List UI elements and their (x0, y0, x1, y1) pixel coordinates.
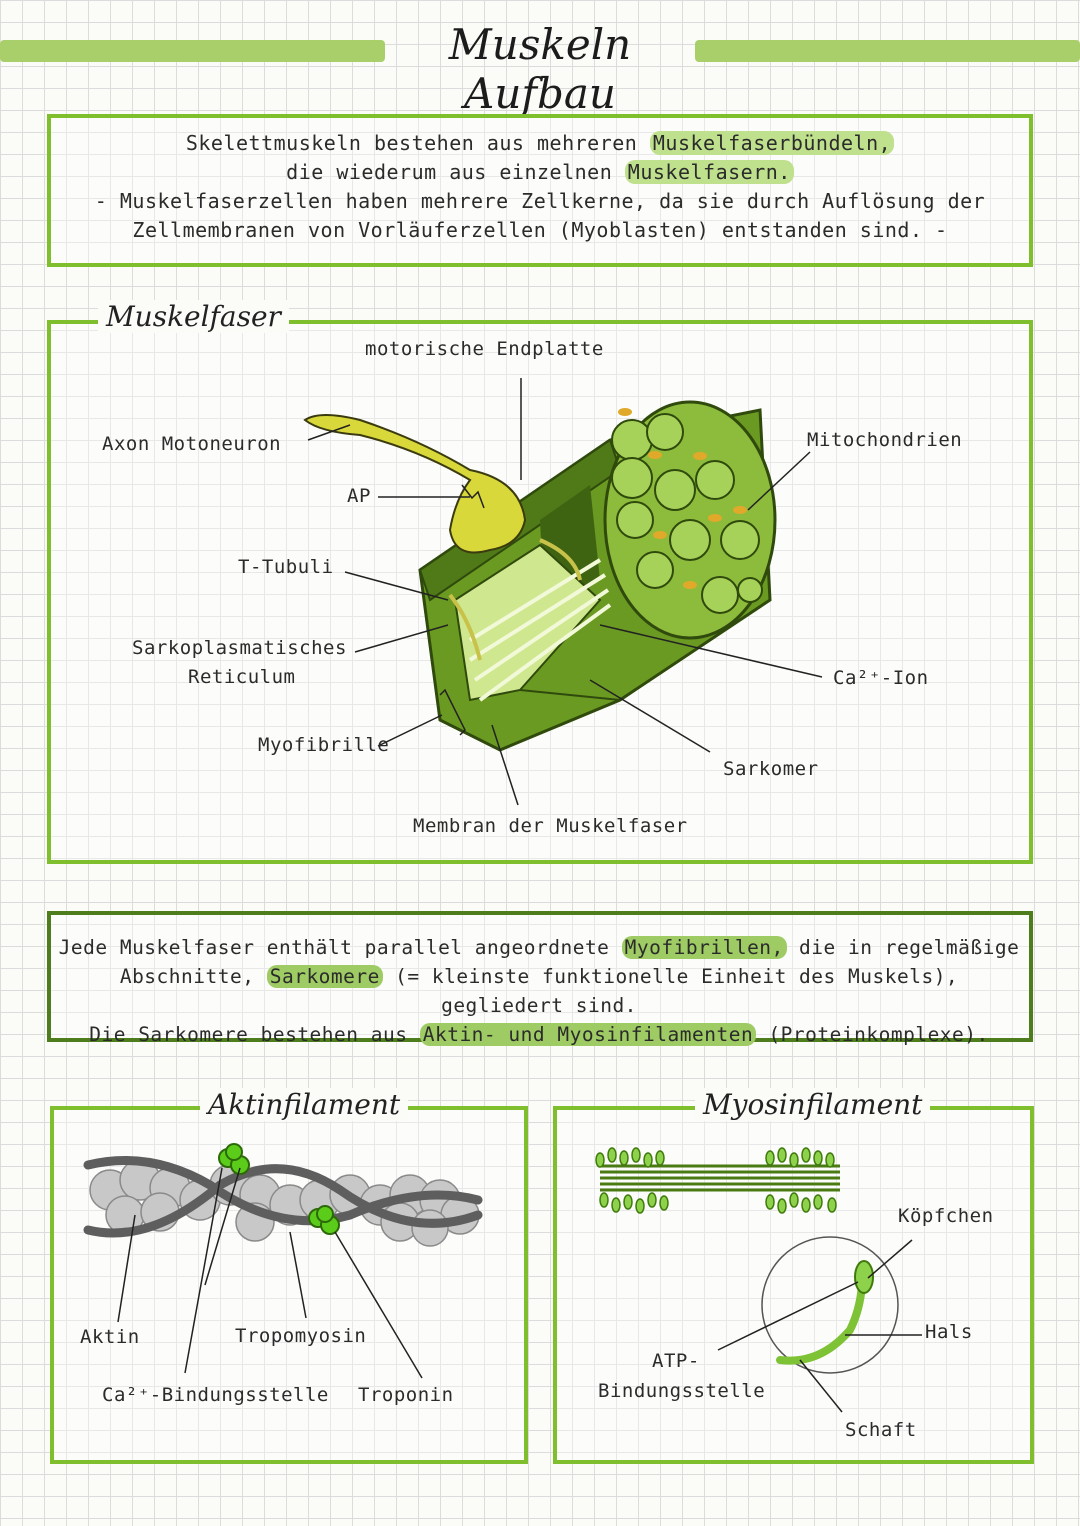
label-sarkomer: Sarkomer (723, 758, 819, 780)
intro-line3: - Muskelfaserzellen haben mehrere Zellkerne, da sie durch Auflösung der (94, 189, 986, 213)
label-atp: ATP- (652, 1350, 700, 1372)
highlight-myofibrillen: Myofibrillen, (622, 936, 787, 959)
label-sarkoplasmatisches: Sarkoplasmatisches (132, 637, 347, 659)
highlight-aktin-myosin: Aktin- und Myosinfilamenten (420, 1023, 756, 1046)
label-hals: Hals (925, 1321, 973, 1343)
label-reticulum: Reticulum (188, 666, 296, 688)
intro-line4: Zellmembranen von Vorläuferzellen (Myoblasten) entstanden sind. - (132, 218, 948, 242)
label-ca-ion: Ca²⁺-Ion (833, 667, 929, 689)
middle-line3-end: (Proteinkomplexe). (756, 1023, 989, 1046)
myosin-molecule (780, 1285, 862, 1361)
middle-line1-end: die in regelmäßige (786, 936, 1020, 959)
label-schaft: Schaft (845, 1419, 917, 1441)
label-motorische-endplatte: motorische Endplatte (365, 338, 604, 360)
highlight-sarkomere: Sarkomere (267, 965, 383, 988)
aktin-title: Aktinfilament (200, 1088, 408, 1121)
intro-highlight-muskelfasern: Muskelfasern. (625, 160, 794, 184)
middle-line2-end: (= kleinste funktionelle Einheit des Muskels), gegliedert sind. (382, 965, 959, 1017)
page-title: Muskeln Aufbau (448, 20, 632, 118)
middle-line3: Die Sarkomere bestehen aus (89, 1023, 420, 1046)
myosin-heads (596, 1148, 836, 1213)
intro-line2: die wiederum aus einzelnen (286, 160, 625, 184)
label-t-tubuli: T-Tubuli (238, 556, 334, 578)
label-mitochondrien: Mitochondrien (807, 429, 963, 451)
intro-highlight-muskelfaserbuendeln: Muskelfaserbündeln, (650, 131, 894, 155)
myosin-filament-bundle (600, 1166, 840, 1190)
label-ca-bindungsstelle: Ca²⁺-Bindungsstelle (102, 1384, 329, 1406)
middle-line1: Jede Muskelfaser enthält parallel angeordnete (58, 936, 622, 959)
myosin-title: Myosinfilament (695, 1088, 930, 1121)
intro-line1: Skelettmuskeln bestehen aus mehreren (185, 131, 650, 155)
label-tropomyosin: Tropomyosin (235, 1325, 367, 1347)
middle-line2: Abschnitte, (119, 965, 267, 988)
label-aktin: Aktin (80, 1326, 140, 1348)
label-axon-motoneuron: Axon Motoneuron (102, 433, 282, 455)
label-myofibrille: Myofibrille (258, 734, 390, 756)
muskelfaser-title: Muskelfaser (98, 300, 289, 333)
label-troponin: Troponin (358, 1384, 454, 1406)
label-membran: Membran der Muskelfaser (413, 815, 688, 837)
label-ap: AP (347, 485, 371, 507)
label-koepfchen: Köpfchen (898, 1205, 994, 1227)
label-bindungsstelle: Bindungsstelle (598, 1380, 766, 1402)
